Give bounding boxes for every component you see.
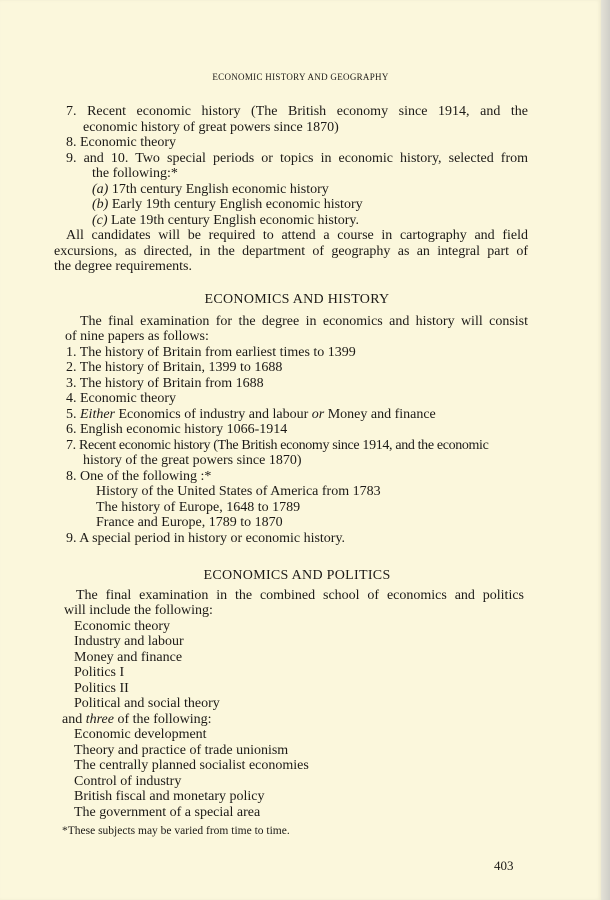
optional-subject: Theory and practice of trade unionism (74, 742, 289, 758)
optional-subject: The centrally planned socialist economies (74, 758, 309, 773)
or-emphasis: or (311, 406, 325, 422)
paper-text: Recent economic history (The British economy since 1914, and the economic (78, 437, 489, 453)
paper-number: 1. (66, 344, 77, 360)
paper-text: The history of Britain from 1688 (79, 375, 264, 391)
choice-emphasis: three (85, 711, 114, 727)
option-text: 17th century English economic history (111, 181, 329, 197)
section-heading: ECONOMICS AND HISTORY (204, 292, 390, 307)
item-text-continued: economic history of great powers since 1870) (83, 119, 339, 135)
item-text-continued: the following:* (92, 166, 178, 181)
paper-item (66, 407, 528, 423)
paper-number: 5. (66, 406, 77, 422)
paper-item (66, 422, 528, 438)
option-label: (a) (92, 181, 109, 197)
intro-line: The final examination in the combined school of economics and politics (76, 587, 524, 603)
paper-item (66, 438, 528, 454)
page-edge (601, 0, 610, 900)
section-economics-politics (62, 568, 524, 840)
paper-item (66, 531, 528, 547)
list-item (66, 151, 528, 167)
list-item (66, 104, 528, 120)
paragraph-line: All candidates will be required to attend a course in cartography and field (66, 228, 528, 243)
optional-subject: Economic development (74, 727, 207, 742)
option-label: (c) (92, 212, 108, 228)
paper-text-continued: history of the great powers since 1870) (83, 453, 302, 468)
paper-number: 6. (66, 422, 77, 437)
paper-item (66, 469, 528, 485)
item-number: 7. (66, 104, 77, 119)
paper-number: 7. (66, 437, 76, 453)
required-subject: Political and social theory (74, 696, 220, 711)
running-head (0, 72, 601, 83)
item-text: Economic theory (80, 135, 177, 150)
paper-text: Economic theory (80, 391, 177, 406)
choice-line (62, 712, 524, 728)
paper-text: Money and finance (327, 406, 436, 422)
paper-item (66, 345, 528, 361)
option-item (66, 182, 528, 198)
paper-number: 9. (66, 530, 77, 546)
optional-subject: British fiscal and monetary policy (74, 789, 265, 804)
paper-number: 4. (66, 391, 77, 406)
paper-number: 8. (66, 468, 77, 484)
footnote: *These subjects may be varied from time to time. (62, 825, 290, 837)
required-subject: Economic theory (74, 618, 171, 634)
intro-line: of nine papers as follows: (65, 329, 209, 344)
item-number: 9. and 10. (66, 150, 129, 166)
sub-option: France and Europe, 1789 to 1870 (96, 515, 283, 530)
optional-subject: The government of a special area (74, 804, 261, 820)
paper-text: Economics of industry and labour (118, 406, 309, 422)
paper-text: The history of Britain from earliest times to 1399 (79, 344, 356, 360)
required-subject: Politics I (74, 665, 125, 680)
option-text: Early 19th century English economic history (111, 197, 363, 212)
paper-text: The history of Britain, 1399 to 1688 (79, 360, 283, 375)
section-economics-history (66, 292, 528, 546)
section-heading: ECONOMICS AND POLITICS (203, 568, 391, 583)
option-item (66, 213, 528, 229)
option-item (66, 197, 528, 213)
paper-text: A special period in history or economic history. (79, 530, 346, 546)
paper-number: 3. (66, 375, 77, 391)
paper-item (66, 376, 528, 392)
paper-item (66, 360, 528, 376)
running-head-text: ECONOMIC HISTORY AND GEOGRAPHY (212, 72, 389, 82)
page-number: 403 (494, 858, 514, 873)
item-text: Two special periods or topics in economic history, selected from (135, 150, 529, 166)
optional-subject: Control of industry (74, 773, 182, 789)
choice-prefix: and (62, 711, 83, 727)
section-economic-history-geography (54, 104, 529, 275)
item-number: 8. (66, 135, 77, 150)
required-subject: Industry and labour (74, 634, 184, 649)
paper-text: One of the following :* (80, 468, 212, 484)
sub-option: The history of Europe, 1648 to 1789 (96, 499, 301, 515)
paragraph-line: excursions, as directed, in the department of geography as an integral part of (54, 243, 528, 259)
paper-text: English economic history 1066-1914 (80, 422, 288, 437)
option-label: (b) (92, 197, 109, 212)
sub-option: History of the United States of America from 1783 (96, 484, 381, 499)
choice-suffix: of the following: (117, 711, 212, 727)
paper-item (66, 391, 528, 407)
item-text: Recent economic history (The British economy since 1914, and the (87, 104, 529, 119)
required-subject: Politics II (74, 680, 129, 696)
required-subject: Money and finance (74, 649, 183, 665)
intro-line: The final examination for the degree in economics and history will consist (80, 313, 528, 329)
paragraph-line: the degree requirements. (54, 259, 192, 274)
option-text: Late 19th century English economic history. (111, 212, 359, 228)
intro-line: will include the following: (64, 603, 213, 618)
list-item (66, 135, 528, 151)
either-emphasis: Either (80, 406, 115, 422)
paper-number: 2. (66, 360, 77, 375)
